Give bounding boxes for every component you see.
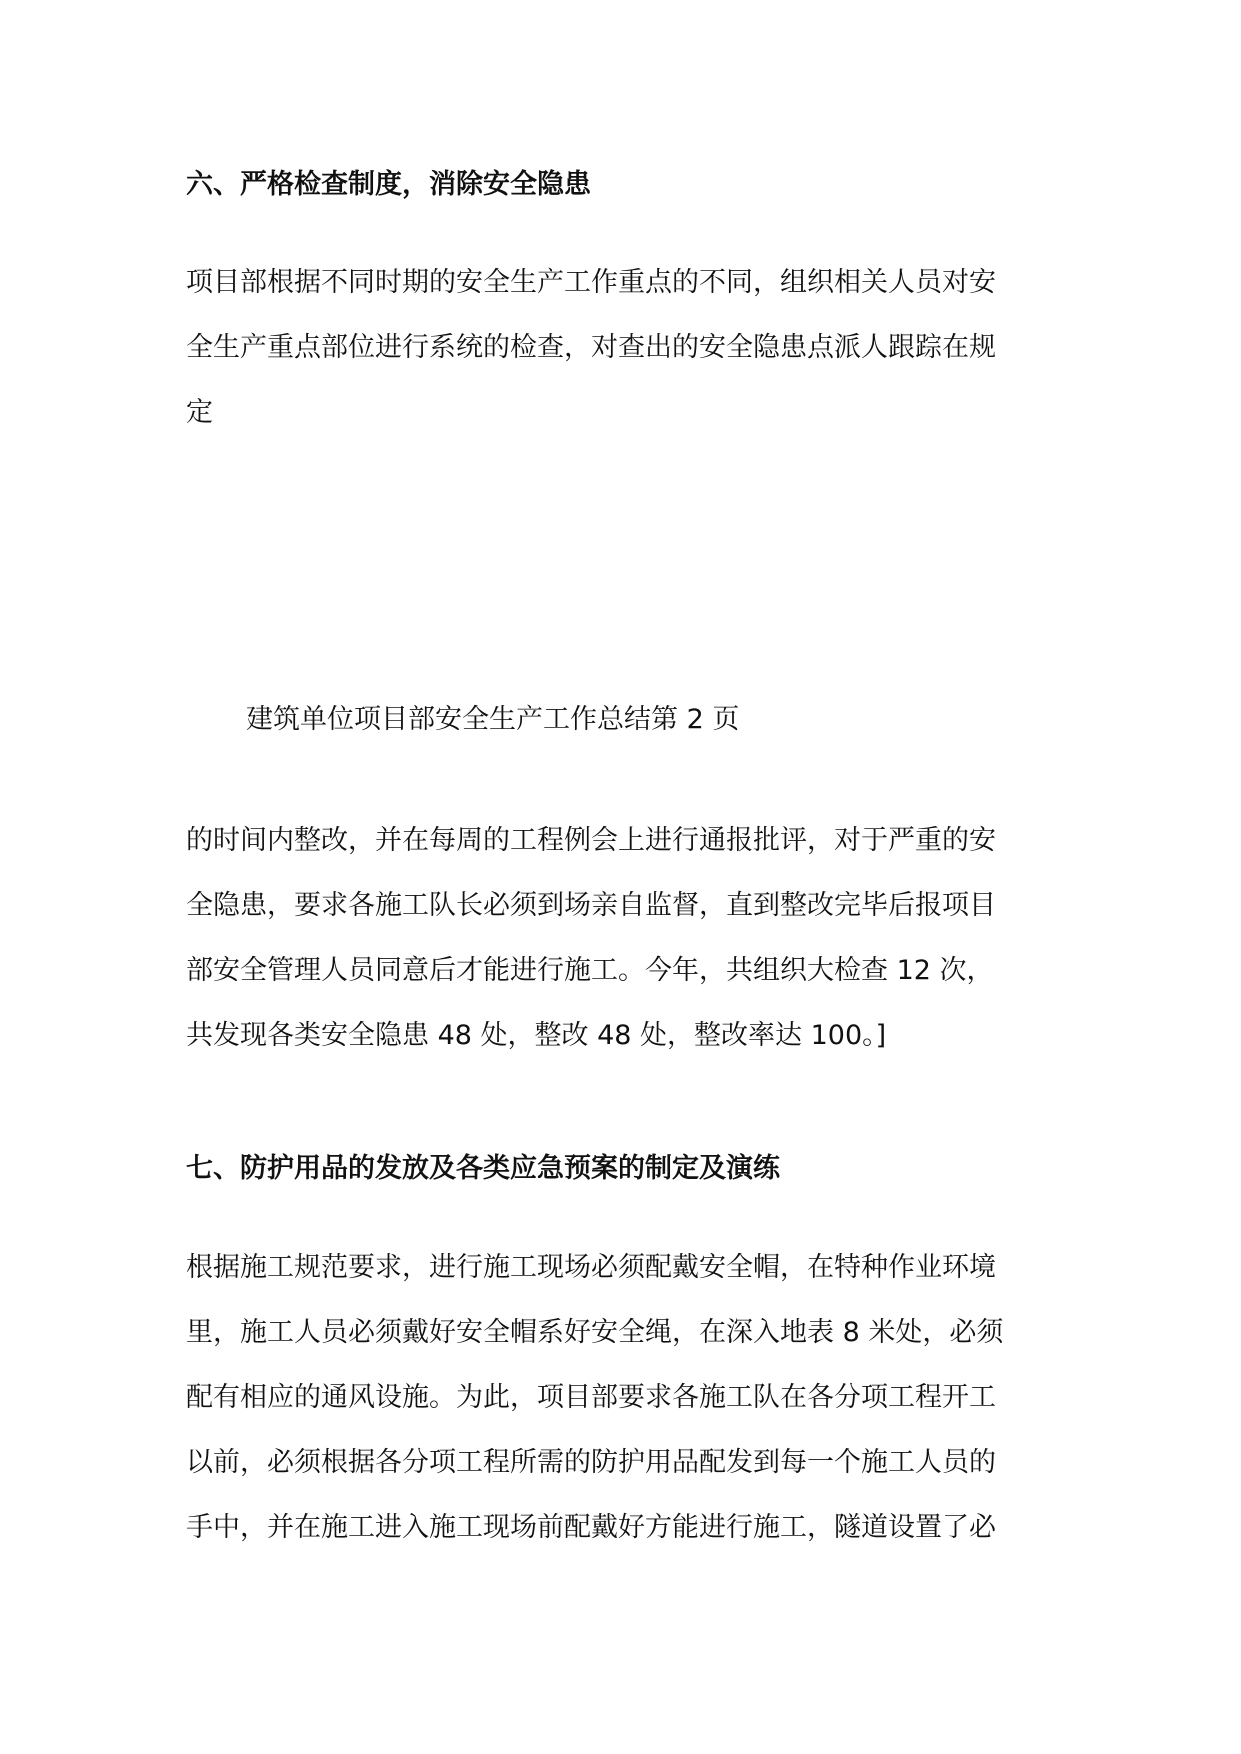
paragraph-line: 手中，并在施工进入施工现场前配戴好方能进行施工，隧道设置了必 <box>186 1512 996 1543</box>
section-7-heading: 七、防护用品的发放及各类应急预案的制定及演练 <box>186 1153 780 1184</box>
section-7-paragraph <box>186 1235 1003 1560</box>
section-6-paragraph <box>186 250 996 445</box>
paragraph-line: 以前，必须根据各分项工程所需的防护用品配发到每一个施工人员的 <box>186 1447 996 1478</box>
paragraph-line: 部安全管理人员同意后才能进行施工。今年，共组织大检查 12 次， <box>186 955 994 986</box>
paragraph-line: 里，施工人员必须戴好安全帽系好安全绳，在深入地表 8 米处，必须 <box>186 1317 1004 1348</box>
paragraph-line: 全生产重点部位进行系统的检查，对查出的安全隐患点派人跟踪在规 <box>186 332 996 363</box>
paragraph-line: 全隐患，要求各施工队长必须到场亲自监督，直到整改完毕后报项目 <box>186 890 996 921</box>
paragraph-line: 根据施工规范要求，进行施工现场必须配戴安全帽，在特种作业环境 <box>186 1252 996 1283</box>
paragraph-line: 定 <box>186 397 213 428</box>
page-number-marker: 建筑单位项目部安全生产工作总结第 2 页 <box>246 704 740 735</box>
paragraph-line: 的时间内整改，并在每周的工程例会上进行通报批评，对于严重的安 <box>186 825 996 856</box>
paragraph-line: 项目部根据不同时期的安全生产工作重点的不同，组织相关人员对安 <box>186 267 996 298</box>
section-6-continued-paragraph <box>186 808 996 1068</box>
paragraph-line: 配有相应的通风设施。为此，项目部要求各施工队在各分项工程开工 <box>186 1382 996 1413</box>
section-6-heading: 六、严格检查制度，消除安全隐患 <box>186 169 591 200</box>
paragraph-line: 共发现各类安全隐患 48 处，整改 48 处，整改率达 100。] <box>186 1020 887 1051</box>
